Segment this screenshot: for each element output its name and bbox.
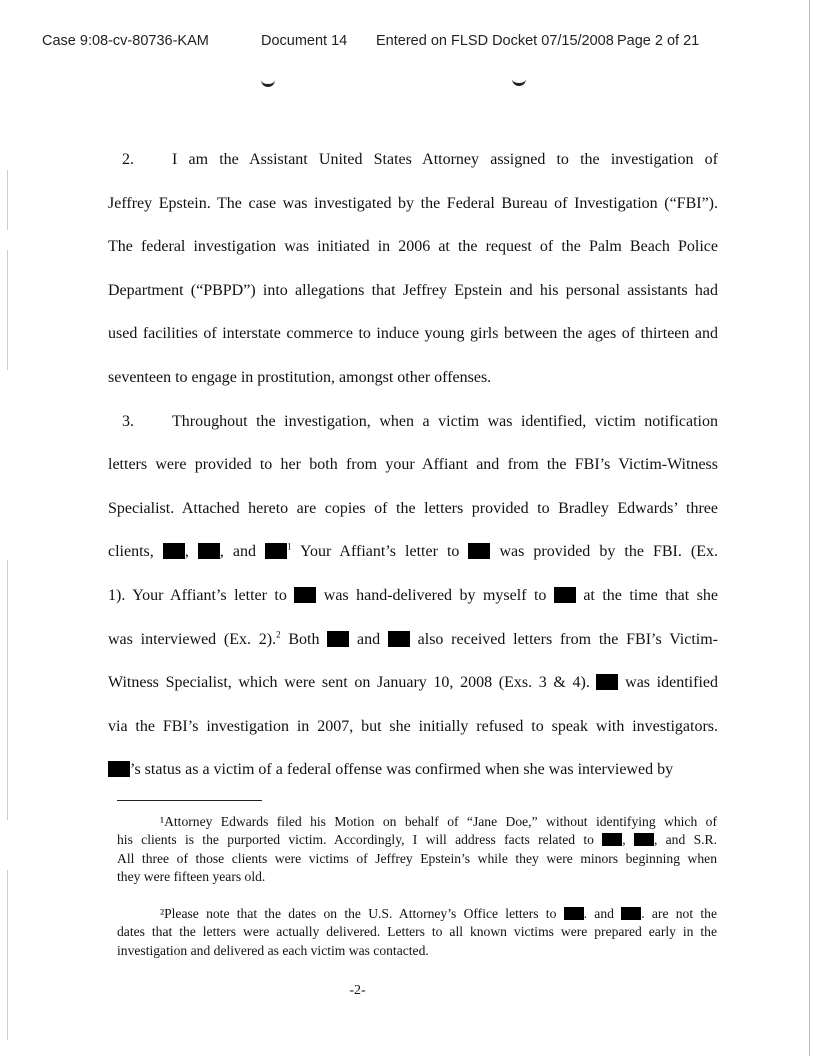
paragraph <box>108 408 718 800</box>
redaction-box <box>198 543 220 559</box>
footnote-line <box>117 868 717 886</box>
text-segment: , <box>184 543 198 561</box>
text-line <box>108 538 718 582</box>
text-line <box>108 669 718 713</box>
text-segment: ’s status as a victim of a federal offense was confirmed when she was interviewed by <box>130 761 674 779</box>
redaction-box <box>564 907 584 920</box>
text-segment: at the time that she <box>575 586 719 604</box>
text-segment: also received letters from the FBI’s Victim- <box>409 630 718 648</box>
redaction-box <box>634 833 654 846</box>
scan-mark <box>512 78 526 86</box>
text-segment: . and <box>583 906 622 922</box>
text-segment: they were fifteen years old. <box>117 868 266 884</box>
footnote-line <box>117 905 717 923</box>
text-segment: letters were provided to her both from your Affiant and from the FBI’s Victim-Witness <box>108 456 718 474</box>
text-line <box>108 626 718 670</box>
text-line <box>108 495 718 539</box>
footnote <box>117 813 717 886</box>
text-segment: was hand-delivered by myself to <box>316 586 554 604</box>
text-segment: dates that the letters were actually delivered. Letters to all known victims were prepared early in the <box>117 924 717 940</box>
text-segment: was provided by the FBI. (Ex. <box>490 543 719 561</box>
text-segment: Witness Specialist, which were sent on January 10, 2008 (Exs. 3 & 4). <box>108 674 597 692</box>
text-segment: his clients is the purported victim. Accordingly, I will address facts related to <box>117 832 603 848</box>
text-segment: , and S.R. <box>653 832 717 848</box>
redaction-box <box>163 543 185 559</box>
docket-entry: Entered on FLSD Docket 07/15/2008 <box>376 33 614 49</box>
text-line <box>108 233 718 277</box>
text-line <box>108 320 718 364</box>
text-segment: investigation and delivered as each victim was contacted. <box>117 942 429 958</box>
scan-artifact <box>7 170 8 230</box>
text-segment: Jeffrey Epstein. The case was investigated by the Federal Bureau of Investigation (“FBI”). <box>108 194 718 212</box>
footnote-reference: 2 <box>276 629 281 640</box>
text-line <box>108 756 718 800</box>
redaction-box <box>554 587 576 603</box>
text-segment: Both <box>280 630 328 648</box>
text-segment: and <box>349 630 388 648</box>
footnote-line <box>117 831 717 849</box>
redaction-box <box>621 907 641 920</box>
text-line <box>108 364 718 408</box>
footnote-line <box>117 850 717 868</box>
text-line <box>108 451 718 495</box>
redaction-box <box>108 761 130 777</box>
text-segment: was identified <box>618 674 718 692</box>
scan-edge-line <box>809 0 810 1056</box>
paragraph-number: 2. <box>122 151 134 168</box>
scan-artifact <box>7 250 8 370</box>
text-segment: I am the Assistant United States Attorney assigned to the investigation of <box>172 151 718 168</box>
text-segment: Throughout the investigation, when a victim was identified, victim notification <box>172 412 718 430</box>
text-line <box>108 190 718 234</box>
text-line <box>108 277 718 321</box>
document-number: Document 14 <box>261 33 348 49</box>
text-segment: Department (“PBPD”) into allegations that Jeffrey Epstein and his personal assistants had <box>108 281 718 299</box>
document-body <box>108 146 718 800</box>
footnote-line <box>117 942 717 960</box>
text-segment: Your Affiant’s letter to <box>291 543 469 561</box>
text-line <box>108 146 718 190</box>
footnote-reference: 1 <box>287 542 292 553</box>
redaction-box <box>265 543 287 559</box>
text-segment: seventeen to engage in prostitution, amongst other offenses. <box>108 368 492 386</box>
text-segment: was interviewed (Ex. 2). <box>108 630 277 648</box>
text-segment: 1). Your Affiant’s letter to <box>108 586 295 604</box>
footnote-line <box>117 923 717 941</box>
redaction-box <box>327 631 349 647</box>
scan-mark <box>261 79 275 87</box>
text-line <box>108 408 718 452</box>
text-segment: All three of those clients were victims of Jeffrey Epstein’s while they were minors beginning when <box>117 850 717 866</box>
text-line <box>108 582 718 626</box>
text-segment: ²Please note that the dates on the U.S. Attorney’s Office letters to <box>160 906 564 922</box>
text-segment: Specialist. Attached hereto are copies of the letters provided to Bradley Edwards’ three <box>108 499 718 517</box>
redaction-box <box>468 543 490 559</box>
text-line <box>108 713 718 757</box>
footnote-line <box>117 813 717 831</box>
text-segment: . are not the <box>641 906 717 922</box>
redaction-box <box>388 631 410 647</box>
text-segment: , and <box>219 543 266 561</box>
text-segment: used facilities of interstate commerce to induce young girls between the ages of thirteen and <box>108 325 718 343</box>
case-number: Case 9:08-cv-80736-KAM <box>42 33 209 49</box>
scan-artifact <box>7 560 8 820</box>
paragraph-number: 3. <box>122 412 134 430</box>
footnotes <box>117 813 717 960</box>
redaction-box <box>294 587 316 603</box>
page-count: Page 2 of 21 <box>617 33 700 49</box>
page-number: -2- <box>349 983 366 998</box>
redaction-box <box>596 674 618 690</box>
scan-artifact <box>7 870 8 1040</box>
text-segment: ¹Attorney Edwards filed his Motion on behalf of “Jane Doe,” without identifying which of <box>160 814 717 829</box>
footnote <box>117 905 717 960</box>
text-segment: The federal investigation was initiated in 2006 at the request of the Palm Beach Police <box>108 238 718 256</box>
paragraph <box>108 146 718 408</box>
redaction-box <box>602 833 622 846</box>
text-segment: clients, <box>108 543 163 561</box>
text-segment: , <box>622 832 634 848</box>
footnote-divider <box>117 800 262 801</box>
text-segment: via the FBI’s investigation in 2007, but she initially refused to speak with investigators. <box>108 717 718 735</box>
